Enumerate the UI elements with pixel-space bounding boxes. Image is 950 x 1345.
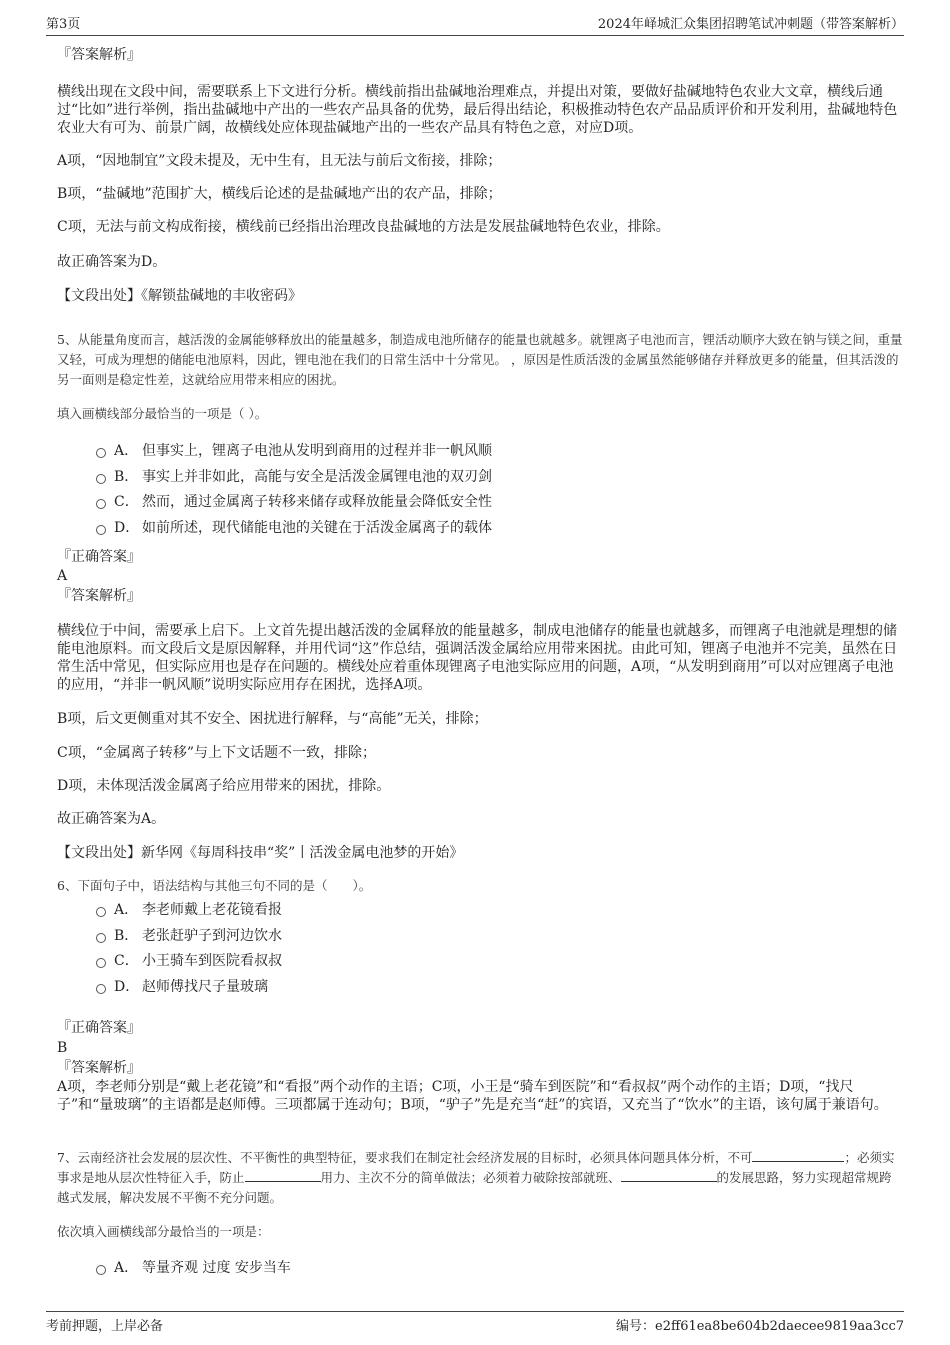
q4-option-b-analysis: B项，“盐碱地”范围扩大，横线后论述的是盐碱地产出的农产品，排除； [57,186,502,202]
radio-icon[interactable] [96,958,106,968]
q4-option-c-analysis: C项，无法与前文构成衔接，横线前已经指出治理改良盐碱地的方法是发展盐碱地特色农业，排除。 [57,219,670,235]
q5-stem: 5、从能量角度而言，越活泼的金属能够释放出的能量越多，制造成电池所储存的能量也就越多。就锂离子电池而言，锂活动顺序大致在钠与镁之间，重量又轻，可成为理想的储能电池原料，因此，锂电池在我们的日常生活中十分常见。 ，原因是性质活泼的金属虽然能够储存并释放更多的能量，但其活泼的另一面则是稳定性差，这就给应用带来相应的困扰。 [57,332,903,387]
q7-prompt: 依次填入画横线部分最恰当的一项是： [57,1224,270,1239]
q5-source: 【文段出处】新华网《每周科技串“奖”丨活泼金属电池梦的开始》 [57,845,464,861]
q5-option-d-analysis: D项，未体现活泼金属离子给应用带来的困扰，排除。 [57,778,391,794]
q5-option-c[interactable]: C． 然而，通过金属离子转移来储存或释放能量会降低安全性 [96,493,492,511]
q5-conclusion: 故正确答案为A。 [57,811,166,827]
q5-analysis-label: 『答案解析』 [57,588,141,604]
q5-answer: A [57,568,68,584]
q6-option-b[interactable]: B． 老张赶驴子到河边饮水 [96,927,282,945]
page-number: 第3页 [46,17,81,32]
radio-icon[interactable] [96,499,106,509]
page-header [46,13,904,36]
radio-icon[interactable] [96,525,106,535]
q6-option-a[interactable]: A． 李老师戴上老花镜看报 [96,901,282,919]
q5-option-b-analysis: B项，后文更侧重对其不安全、困扰进行解释，与“高能”无关，排除； [57,711,488,727]
radio-icon[interactable] [96,1265,106,1275]
q7-blank-2[interactable] [245,1169,321,1182]
footer-slogan: 考前押题，上岸必备 [46,1319,164,1334]
q5-option-b[interactable]: B． 事实上并非如此，高能与安全是活泼金属锂电池的双刃剑 [96,468,492,486]
radio-icon[interactable] [96,933,106,943]
q7-stem: 7、云南经济社会发展的层次性、不平衡性的典型特征，要求我们在制定社会经济发展的目标时，必须具体问题具体分析，不可 ；必须实事求是地从层次性特征入手，防止 用力、主次不分的简单做法；必须着力破除按部就班、 的发展思路，努力实现超常规跨越式发展，解决发展不平衡不充分问题。 [57,1150,895,1205]
q6-option-c[interactable]: C． 小王骑车到医院看叔叔 [96,952,282,970]
q4-analysis-label: 『答案解析』 [57,47,141,63]
q5-option-d[interactable]: D． 如前所述，现代储能电池的关键在于活泼金属离子的载体 [96,519,492,537]
q6-option-d[interactable]: D． 赵师傅找尺子量玻璃 [96,978,268,996]
q5-prompt: 填入画横线部分最恰当的一项是（ ）。 [57,406,268,421]
document-serial: 编号：e2ff61ea8be604b2daecee9819aa3cc7 [616,1319,904,1334]
q6-stem: 6、下面句子中，语法结构与其他三句不同的是（ ）。 [57,878,372,893]
radio-icon[interactable] [96,474,106,484]
q6-answer-label: 『正确答案』 [57,1020,141,1036]
q6-analysis: A项，李老师分别是“戴上老花镜”和“看报”两个动作的主语；C项，小王是“骑车到医院”和“看叔叔”两个动作的主语；D项，“找尺子”和“量玻璃”的主语都是赵师傅。三项都属于连动句；B项，“驴子”先是充当“赶”的宾语，又充当了“饮水”的主语，该句属于兼语句。 [57,1079,888,1113]
radio-icon[interactable] [96,448,106,458]
q7-blank-3[interactable] [621,1169,717,1182]
q4-option-a-analysis: A项，“因地制宜”文段未提及，无中生有，且无法与前后文衔接，排除； [57,153,502,169]
q6-analysis-label: 『答案解析』 [57,1060,141,1076]
q7-option-a[interactable]: A． 等量齐观 过度 安步当车 [96,1259,291,1277]
q5-option-a[interactable]: A． 但事实上，锂离子电池从发明到商用的过程并非一帆风顺 [96,442,492,460]
radio-icon[interactable] [96,907,106,917]
q4-analysis: 横线出现在文段中间，需要联系上下文进行分析。横线前指出盐碱地治理难点，并提出对策，要做好盐碱地特色农业大文章，横线后通过“比如”进行举例，指出盐碱地中产出的一些农产品具备的优势，最后得出结论，积极推动特色农产品品质评价和开发利用，盐碱地特色农业大有可为、前景广阔，故横线处应体现盐碱地产出的一些农产品具有特色之意，对应D项。 [57,84,898,136]
q4-source: 【文段出处】《解锁盐碱地的丰收密码》 [57,288,302,304]
document-title: 2024年峄城汇众集团招聘笔试冲刺题（带答案解析） [597,17,904,32]
page-footer [46,1311,904,1334]
q7-blank-1[interactable] [752,1149,844,1162]
q5-analysis: 横线位于中间，需要承上启下。上文首先提出越活泼的金属释放的能量越多，制成电池储存的能量也就越多，而锂离子电池就是理想的储能电池原料。而文段后文是原因解释，并用代词“这”作总结，强调活泼金属给应用带来困扰。由此可知，锂离子电池并不完美，虽然在日常生活中常见，但实际应用也是存在问题的。横线处应着重体现锂离子电池实际应用的问题，A项，“从发明到商用”可以对应锂离子电池的应用，“并非一帆风顺”说明实际应用存在困扰，选择A项。 [57,623,898,693]
q5-answer-label: 『正确答案』 [57,549,141,565]
q6-answer: B [57,1040,68,1056]
q5-option-c-analysis: C项，“金属离子转移”与上下文话题不一致，排除； [57,745,377,761]
radio-icon[interactable] [96,984,106,994]
q4-conclusion: 故正确答案为D。 [57,254,167,270]
